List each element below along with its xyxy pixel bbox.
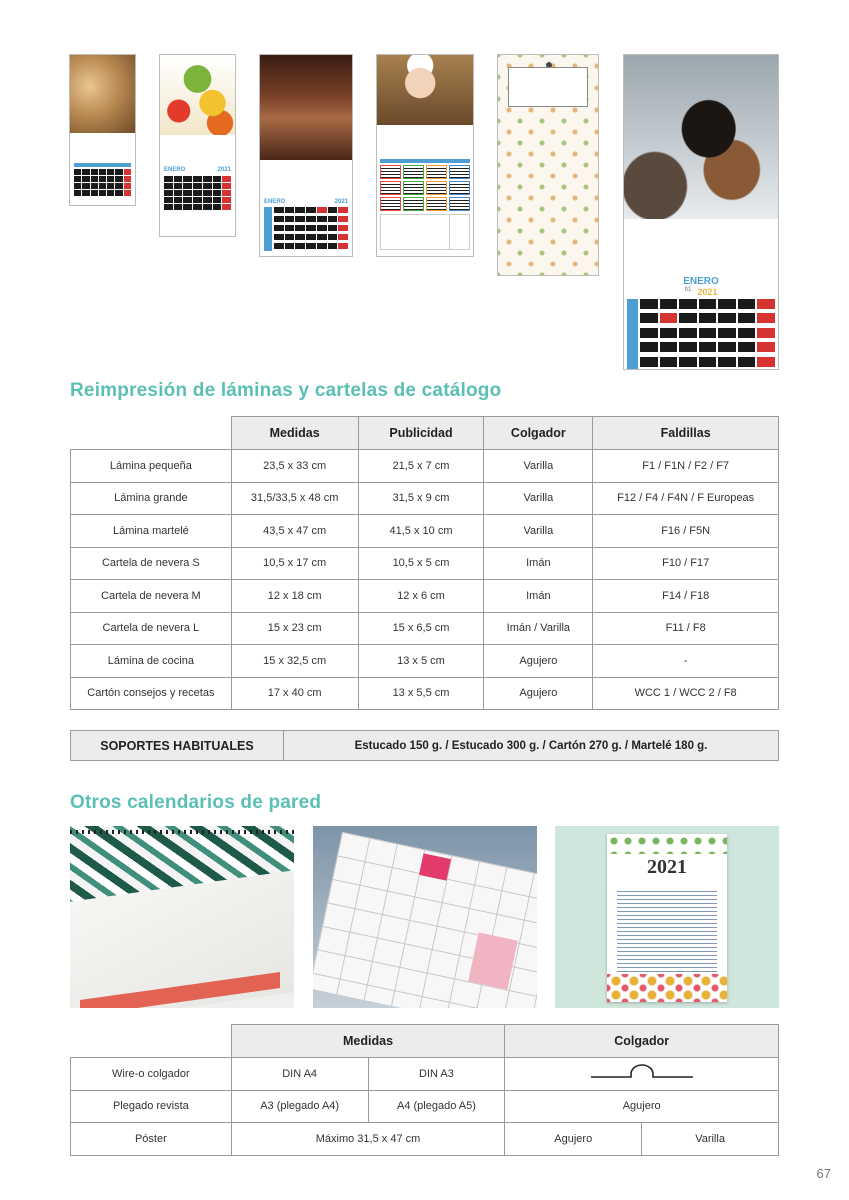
otros-calendarios-table: [70, 1024, 779, 1156]
table-row: Cartela de nevera L 15 x 23 cm 15 x 6,5 cm Imán / Varilla F11 / F8: [71, 612, 779, 645]
fruit-month: ENERO: [164, 167, 186, 173]
fruit-photo: [160, 55, 235, 135]
puppy-photo: [624, 55, 778, 219]
wireo-calendar-photo: [70, 826, 294, 1008]
table-row: Lámina martelé 43,5 x 47 cm 41,5 x 10 cm Varilla F16 / F5N: [71, 515, 779, 548]
table-row: Póster Máximo 31,5 x 47 cm Agujero Varilla: [71, 1123, 779, 1156]
advert-box: [508, 67, 588, 107]
header-colgador-2: Colgador: [505, 1025, 779, 1058]
fruit-year: 2021: [217, 167, 231, 173]
table-row: Lámina de cocina 15 x 32,5 cm 13 x 5 cm Agujero -: [71, 645, 779, 678]
poster-sheet: [607, 834, 727, 1002]
header-medidas-2: Medidas: [231, 1025, 505, 1058]
header-publicidad: Publicidad: [358, 417, 484, 450]
kitchen-pattern-calendar: [497, 54, 599, 276]
puppy-month: ENERO: [683, 276, 719, 287]
header-medidas: Medidas: [231, 417, 358, 450]
desk-calendar-photo: [313, 826, 537, 1008]
baby-chef-photo: [377, 55, 473, 125]
soportes-value: Estucado 150 g. / Estucado 300 g. / Cartón 270 g. / Martelé 180 g.: [354, 739, 708, 752]
interior-month: ENERO: [264, 199, 286, 205]
table-row: Lámina grande 31,5/33,5 x 48 cm 31,5 x 9 cm Varilla F12 / F4 / F4N / F Europeas: [71, 482, 779, 515]
bread-photo: [70, 55, 135, 133]
section-title-otros: Otros calendarios de pared: [70, 792, 322, 813]
baby-chef-calendar: [376, 54, 474, 257]
interior-year: 2021: [334, 199, 348, 205]
poster-year: 2021: [647, 856, 687, 878]
puppy-calendar: [623, 54, 779, 370]
soportes-habituales-bar: [70, 730, 779, 761]
poster-calendar-photo: [555, 826, 779, 1008]
reimpresion-table: [70, 416, 779, 710]
cafe-interior-calendar: [259, 54, 353, 257]
puppy-month-num: 01: [684, 287, 692, 293]
table-row: Cartón consejos y recetas 17 x 40 cm 13 x 5,5 cm Agujero WCC 1 / WCC 2 / F8: [71, 677, 779, 710]
wire-hanger-icon-cell: [505, 1058, 779, 1091]
puppy-year: 2021: [697, 287, 718, 297]
wire-hanger-icon: [587, 1063, 697, 1081]
table-row: Wire-o colgador DIN A4 DIN A3: [71, 1058, 779, 1091]
section-title-reimpresion: Reimpresión de láminas y cartelas de catálogo: [70, 380, 502, 401]
table-row: Cartela de nevera S 10,5 x 17 cm 10,5 x 5 cm Imán F10 / F17: [71, 547, 779, 580]
table-row: Lámina pequeña 23,5 x 33 cm 21,5 x 7 cm Varilla F1 / F1N / F2 / F7: [71, 450, 779, 483]
header-colgador: Colgador: [484, 417, 593, 450]
bakery-calendar: [69, 54, 136, 206]
interior-photo: [260, 55, 352, 160]
page-number: 67: [816, 1166, 831, 1181]
table-row: Plegado revista A3 (plegado A4) A4 (plegado A5) Agujero: [71, 1090, 779, 1123]
header-faldillas: Faldillas: [593, 417, 779, 450]
soportes-label: SOPORTES HABITUALES: [71, 731, 284, 760]
table-row: Cartela de nevera M 12 x 18 cm 12 x 6 cm Imán F14 / F18: [71, 580, 779, 613]
fruit-calendar: [159, 54, 236, 237]
